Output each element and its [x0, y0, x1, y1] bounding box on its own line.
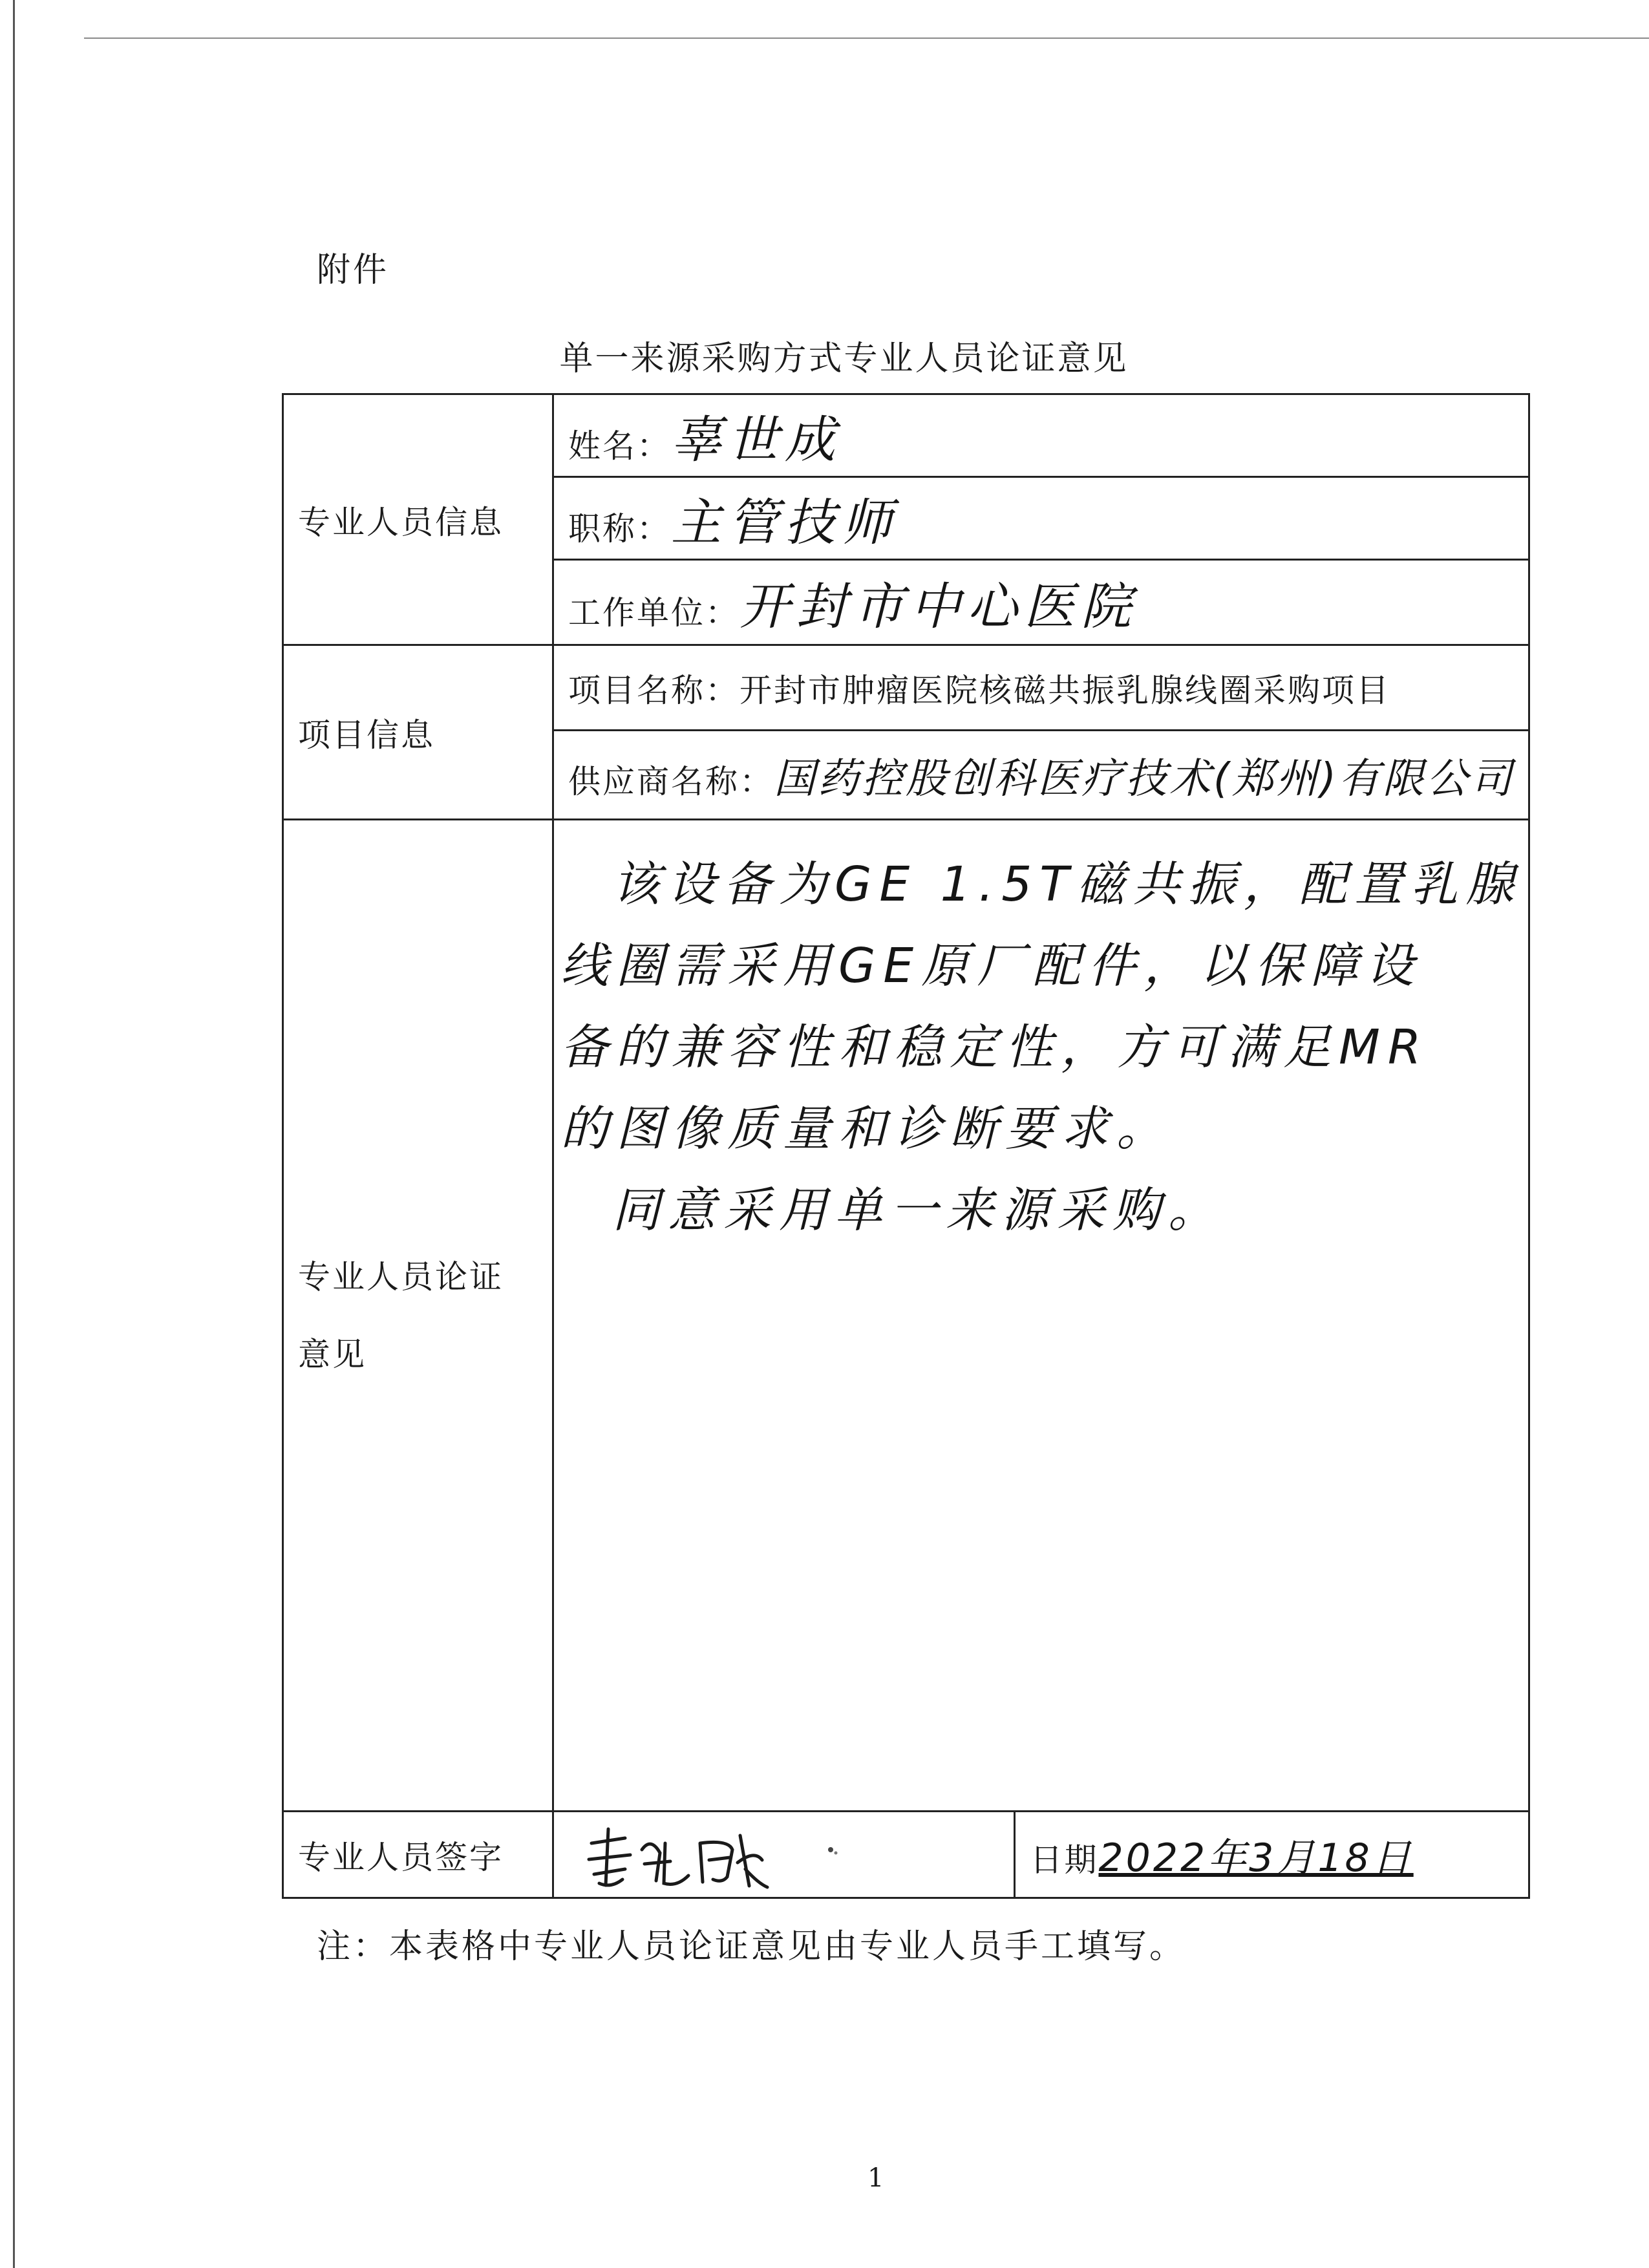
scan-edge-top: [84, 37, 1649, 39]
handwritten-signature: [580, 1824, 774, 1895]
row-name: [283, 394, 1529, 477]
signature-label: 专业人员签字: [283, 1812, 553, 1898]
project-info-label: 项目信息: [283, 645, 553, 820]
document-title: 单一来源采购方式专业人员论证意见: [559, 339, 1129, 378]
opinion-label-line2: 意见: [298, 1335, 367, 1373]
name-value: 辜世成: [671, 411, 842, 469]
opinion-content: [553, 820, 1529, 1812]
job-title-field: [553, 477, 1529, 560]
signature-cell: [553, 1812, 1015, 1898]
work-unit-field: [553, 560, 1529, 645]
footnote: 注：本表格中专业人员论证意见由专业人员手工填写。: [317, 1927, 1186, 1966]
attachment-label: 附件: [317, 251, 390, 290]
professional-info-label: 专业人员信息: [283, 394, 553, 645]
date-label: 日期: [1030, 1841, 1099, 1879]
opinion-line-5: 同意采用单一来源采购。: [612, 1182, 1224, 1238]
work-unit-label: 工作单位：: [568, 594, 739, 632]
work-unit-value: 开封市中心医院: [739, 577, 1138, 636]
opinion-label-line1: 专业人员论证: [298, 1257, 504, 1296]
page-number: 1: [867, 2163, 884, 2193]
job-title-label: 职称：: [568, 509, 671, 548]
date-cell: [1015, 1812, 1529, 1898]
project-name-label: 项目名称：: [568, 671, 739, 709]
name-label: 姓名：: [568, 427, 671, 465]
job-title-value: 主管技师: [671, 493, 899, 552]
opinion-label: [283, 820, 553, 1812]
supplier-label: 供应商名称：: [568, 762, 774, 800]
opinion-form-table: [282, 393, 1530, 1899]
opinion-line-2: 线圈需采用GE原厂配件，以保障设: [560, 938, 1422, 994]
project-name-field: [553, 645, 1529, 731]
supplier-field: [553, 731, 1529, 820]
opinion-line-3: 备的兼容性和稳定性，方可满足MR: [560, 1020, 1429, 1075]
scan-speck: [825, 1845, 841, 1857]
project-name-value: 开封市肿瘤医院核磁共振乳腺线圈采购项目: [739, 671, 1390, 709]
row-project-name: [283, 645, 1529, 731]
opinion-line-4: 的图像质量和诊断要求。: [560, 1101, 1172, 1157]
supplier-value: 国药控股创科医疗技术(郑州)有限公司: [774, 754, 1515, 803]
opinion-line-1: 该设备为GE 1.5T磁共振，配置乳腺: [612, 857, 1522, 912]
name-field: [553, 394, 1529, 477]
date-value: 2022年3月18日: [1098, 1835, 1414, 1881]
row-opinion: [283, 820, 1529, 1812]
row-signature: [283, 1812, 1529, 1898]
